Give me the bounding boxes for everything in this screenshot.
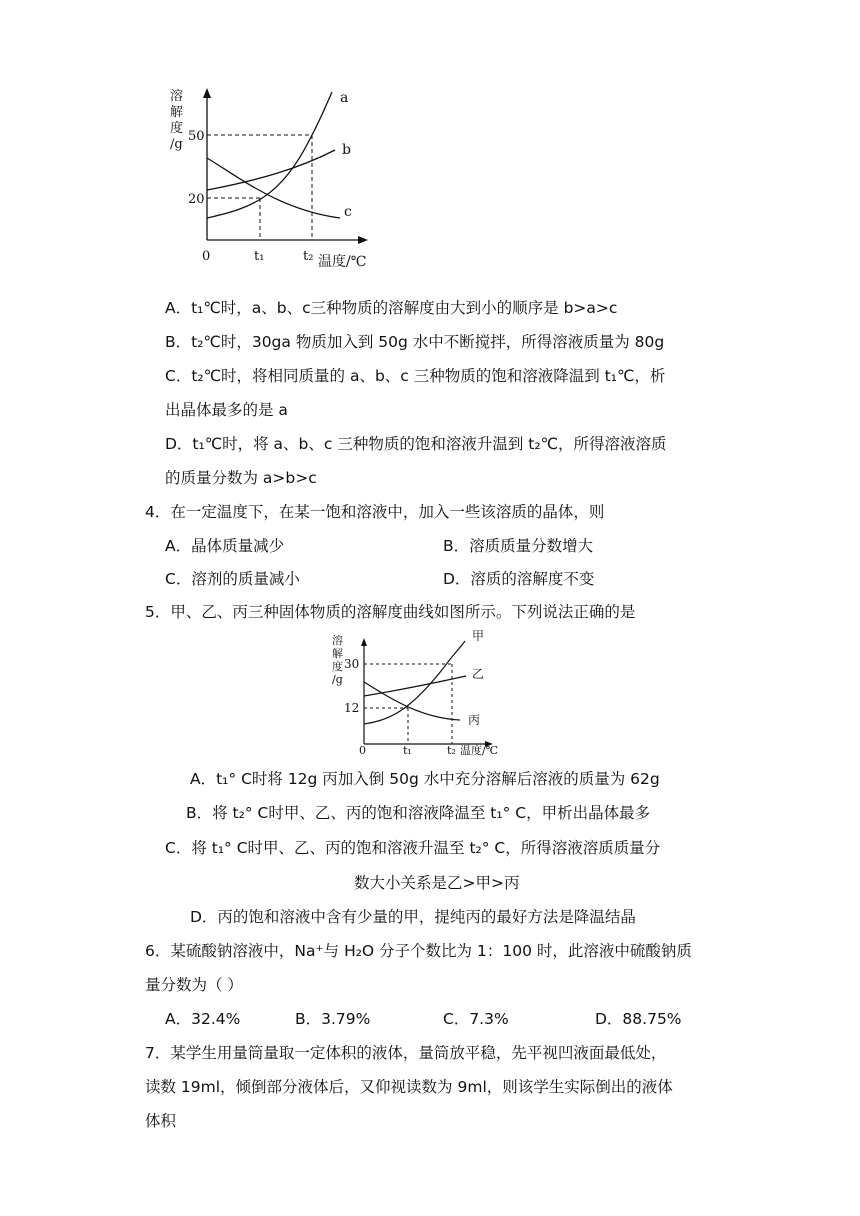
curve-jia — [364, 641, 465, 724]
q4-option-d: D．溶质的溶解度不变 — [443, 570, 595, 588]
y-axis-arrow — [203, 88, 211, 98]
q3-option-d-line2: 的质量分数为 a>b>c — [165, 469, 317, 487]
ylabel-3: 度 — [332, 660, 343, 673]
label-c: c — [344, 204, 352, 220]
label-bing: 丙 — [468, 713, 481, 727]
origin-label: 0 — [202, 249, 211, 264]
xtick-t1: t₁ — [403, 744, 412, 757]
label-jia: 甲 — [472, 629, 485, 643]
q5-option-d: D．丙的饱和溶液中含有少量的甲，提纯丙的最好方法是降温结晶 — [190, 908, 636, 926]
ylabel-3: 度 — [170, 121, 184, 136]
label-yi: 乙 — [472, 667, 485, 681]
xlabel: 温度/℃ — [460, 744, 499, 757]
q7-line3: 体积 — [145, 1112, 177, 1130]
ytick-30: 30 — [344, 657, 360, 671]
ylabel-4: /g — [170, 137, 183, 152]
q3-option-d-line1: D．t₁℃时，将 a、b、c 三种物质的饱和溶液升温到 t₂℃，所得溶液溶质 — [165, 435, 667, 453]
q3-option-c-line2: 出晶体最多的是 a — [165, 401, 288, 419]
q5-option-b: B．将 t₂° C时甲、乙、丙的饱和溶液降温至 t₁° C，甲析出晶体最多 — [186, 804, 651, 822]
q3-option-c-line1: C．t₂℃时，将相同质量的 a、b、c 三种物质的饱和溶液降温到 t₁℃，析 — [165, 367, 666, 385]
q7-line1: 7．某学生用量筒量取一定体积的液体，量筒放平稳，先平视凹液面最低处， — [145, 1044, 667, 1062]
label-a: a — [340, 90, 349, 106]
ylabel-4: /g — [332, 673, 343, 686]
q4-option-a: A．晶体质量减少 — [165, 537, 285, 555]
solubility-chart-2 — [330, 626, 530, 760]
ylabel-2: 解 — [170, 105, 184, 120]
q7-line2: 读数 19ml，倾倒部分液体后，又仰视读数为 9ml，则该学生实际倒出的液体 — [145, 1078, 673, 1096]
origin-label: 0 — [359, 744, 366, 757]
q3-option-a: A．t₁℃时，a、b、c三种物质的溶解度由大到小的顺序是 b>a>c — [165, 299, 618, 317]
q6-stem-line2: 量分数为（ ） — [145, 976, 243, 994]
ylabel-1: 溶 — [332, 634, 343, 647]
curve-yi — [364, 676, 466, 696]
ylabel-2: 解 — [332, 647, 343, 660]
x-axis-arrow — [358, 236, 368, 244]
xtick-t1: t₁ — [254, 249, 265, 264]
ylabel-1: 溶 — [170, 89, 184, 104]
q4-stem: 4．在一定温度下，在某一饱和溶液中，加入一些该溶质的晶体，则 — [145, 503, 605, 521]
q6-option-b: B．3.79% — [295, 1010, 371, 1028]
ytick-50: 50 — [188, 129, 205, 144]
label-b: b — [342, 142, 351, 158]
q6-option-c: C．7.3% — [443, 1010, 509, 1028]
xtick-t2: t₂ — [303, 249, 314, 264]
curve-c — [207, 158, 340, 218]
solubility-chart-1 — [160, 80, 540, 280]
q3-option-b: B．t₂℃时，30ga 物质加入到 50g 水中不断搅拌，所得溶液质量为 80g — [165, 333, 665, 351]
q4-option-c: C．溶剂的质量减小 — [165, 570, 300, 588]
ytick-12: 12 — [344, 701, 360, 715]
curve-a — [207, 92, 332, 218]
y-axis-arrow — [361, 638, 367, 646]
q5-option-a: A．t₁° C时将 12g 丙加入倒 50g 水中充分溶解后溶液的质量为 62g — [190, 770, 660, 788]
q6-option-d: D．88.75% — [595, 1010, 682, 1028]
q4-option-b: B．溶质质量分数增大 — [443, 537, 594, 555]
q5-option-c-line1: C．将 t₁° C时甲、乙、丙的饱和溶液升温至 t₂° C，所得溶液溶质质量分 — [165, 839, 661, 857]
q5-option-c-line2: 数大小关系是乙>甲>丙 — [354, 874, 520, 892]
q6-option-a: A．32.4% — [165, 1010, 241, 1028]
q6-stem-line1: 6．某硫酸钠溶液中，Na⁺与 H₂O 分子个数比为 1：100 时，此溶液中硫酸钠质 — [145, 942, 692, 960]
xtick-t2: t₂ — [447, 744, 456, 757]
q5-stem: 5．甲、乙、丙三种固体物质的溶解度曲线如图所示。下列说法正确的是 — [145, 603, 636, 621]
ytick-20: 20 — [188, 192, 205, 207]
xlabel: 温度/℃ — [318, 254, 367, 270]
